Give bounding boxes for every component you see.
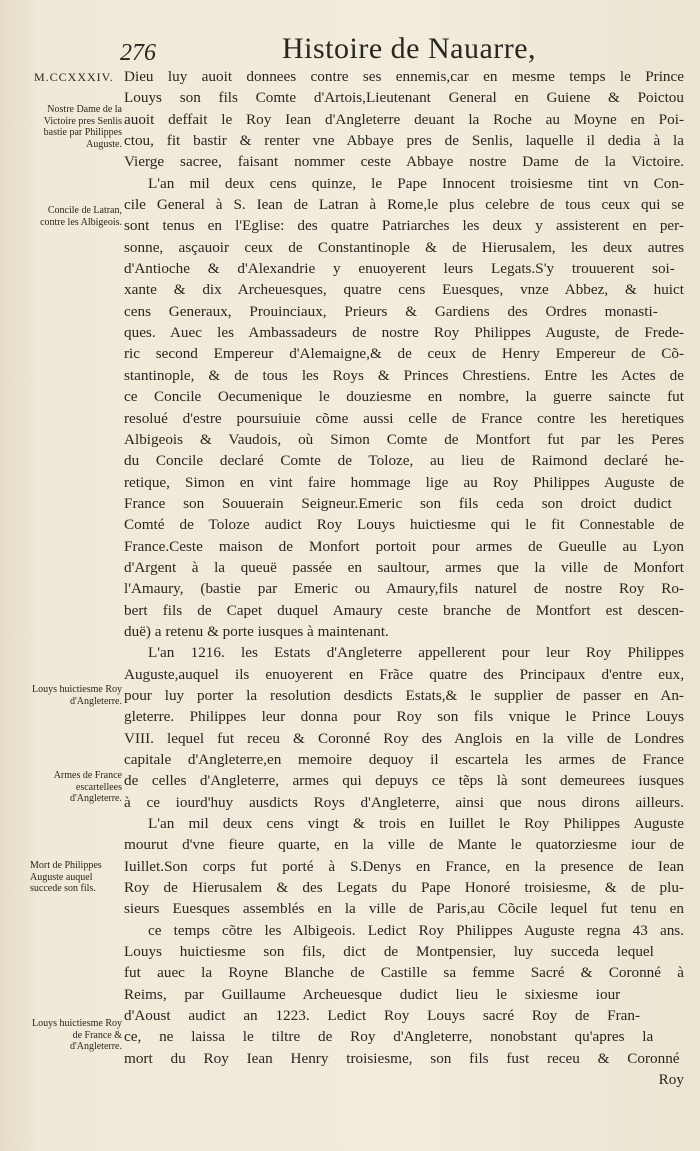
page-number: 276 xyxy=(120,40,156,66)
margin-note: Concile de Latran, contre les Albigeois. xyxy=(40,205,122,228)
text-line: l'Amaury, (bastie par Emeric ou Amaury,fils naturel de nostre Roy Ro- xyxy=(124,580,684,598)
text-line: resolué d'estre poursuiuie cõme aussi celle de France contre les heretiques xyxy=(124,409,684,427)
text-line: L'an mil deux cens quinze, le Pape Innocent troisiesme tint vn Con- xyxy=(148,174,684,192)
text-line: Louys son fils Comte d'Artois,Lieutenant General en Guiene & Poictou xyxy=(124,89,684,107)
text-line: ric second Empereur d'Alemaigne,& de ceux de Henry Empereur de Cõ- xyxy=(124,345,684,363)
page-header xyxy=(0,22,700,66)
text-line: Roy de Hierusalem & des Legats du Pape Honoré troisiesme, & de plu- xyxy=(124,879,684,897)
margin-note: Nostre Dame de la Victoire pres Senlis bastie par Philippes Auguste. xyxy=(43,104,122,150)
text-line: xante & dix Archeuesques, quatre cens Euesques, vnze Abbez, & huict xyxy=(124,281,684,299)
text-line: France.Ceste maison de Monfort portoit pour armes de Gueulle au Lyon xyxy=(124,537,684,555)
text-line: Dieu luy auoit donnees contre ses ennemis,car en mesme temps le Prince xyxy=(124,68,684,85)
text-line: d'Antioche & d'Alexandrie y enuoyerent leurs Legats.S'y trouuerent soi- xyxy=(124,260,675,278)
text-line: Louys huictiesme son fils, dict de Montpensier, luy succeda lequel xyxy=(124,943,654,961)
year-marker: M.CCXXXIV. xyxy=(34,70,114,84)
text-line: pour luy porter la resolution desdicts Estats,& le supplier de passer en An- xyxy=(124,686,684,704)
text-line: du Concile declaré Comte de Toloze, au lieu de Raimond declaré he- xyxy=(124,452,684,470)
text-line: sonne, asçauoir ceux de Constantinople & de Hierusalem, les deux autres xyxy=(124,238,684,256)
text-line: Auguste,auquel ils enuoyerent en Frãce quatre des Principaux d'entre eux, xyxy=(124,665,684,683)
body-text xyxy=(124,66,684,1091)
margin-note: Armes de France escartellees d'Angleterre. xyxy=(53,770,122,804)
text-line: sont tenus en l'Eglise: des quatre Patriarches les deux y assisterent en per- xyxy=(124,217,684,235)
text-line: retique, Simon en vint faire hommage lige au Roy Philippes Auguste de xyxy=(124,473,684,491)
text-line: L'an mil deux cens vingt & trois en Iuillet le Roy Philippes Auguste xyxy=(148,815,684,833)
text-line: gleterre. Philippes leur donna pour Roy son fils vnique le Prince Louys xyxy=(124,708,684,726)
margin-note: Mort de Philippes Auguste auquel succede son fils. xyxy=(30,860,102,894)
text-line: L'an 1216. les Estats d'Angleterre appellerent pour leur Roy Philippes xyxy=(148,644,684,662)
text-line: mort du Roy Iean Henry troisiesme, son fils fust receu & Coronné xyxy=(124,1049,680,1067)
text-line: Roy xyxy=(658,1071,684,1089)
text-line: ce temps cõtre les Albigeois. Ledict Roy Philippes Auguste regna 43 ans. xyxy=(148,921,684,939)
text-line: capitale d'Angleterre,en memoire dequoy il escartela les armes de France xyxy=(124,751,684,768)
text-line: fut auec la Royne Blanche de Castille sa femme Sacré & Coronné à xyxy=(124,964,684,982)
text-line: d'Aoust audict an 1223. Ledict Roy Louys sacré Roy de Fran- xyxy=(124,1007,641,1025)
text-line: ce, ne laissa le tiltre de Roy d'Angleterre, nonobstant qu'apres la xyxy=(124,1028,654,1046)
text-line: ques. Auec les Ambassadeurs de nostre Roy Philippes Auguste, de Frede- xyxy=(124,324,684,342)
text-line: sieurs Euesques assemblés en la ville de Paris,au Cõcile lequel fut tenu en xyxy=(124,900,684,918)
text-line: Albigeois & Vaudois, où Simon Comte de Montfort fut par les Peres xyxy=(124,430,684,448)
text-line: ce Concile Oecumenique le douziesme en nombre, la guerre saincte fut xyxy=(124,388,684,406)
text-line: France son Souuerain Seigneur.Emeric son fils ceda son droict dudict xyxy=(124,494,672,512)
text-line: auoit deffait le Roy Iean d'Angleterre deuant la Roche au Moyne en Poi- xyxy=(124,110,684,128)
text-line: Comté de Toloze audict Roy Louys huictiesme qui le fit Connestable de xyxy=(124,516,684,534)
text-line: Reims, par Guillaume Archeuesque dudict lieu le sixiesme iour xyxy=(124,985,621,1003)
text-line: VIII. lequel fut receu & Coronné Roy des Anglois en la ville de Londres xyxy=(124,729,684,747)
text-line: duë) a retenu & porte iusques à maintenant. xyxy=(124,622,389,640)
text-line: Iuillet.Son corps fut porté à S.Denys en France, en la presence de Iean xyxy=(124,857,684,875)
margin-note: Louys huictiesme Roy d'Angleterre. xyxy=(32,684,122,707)
text-line: ctou, fit bastir & renter vne Abbaye pres de Senlis, laquelle il dedia à la xyxy=(124,132,684,150)
text-line: bert fils de Capet duquel Amaury ceste branche de Montfort est descen- xyxy=(124,601,684,619)
text-line: cile General à S. Iean de Latran à Rome,le plus celebre de tous ceux qui se xyxy=(124,196,684,214)
margin-note: Louys huictiesme Roy de France & d'Angleterre. xyxy=(32,1018,122,1052)
text-line: de celles d'Angleterre, armes qui depuys ce tẽps là sont demeurees iusques xyxy=(124,772,684,790)
text-line: stantinople, & de tous les Roys & Princes Chrestiens. Entre les Actes de xyxy=(124,366,684,384)
text-line: Vierge sacree, faisant nommer ceste Abbaye nostre Dame de la Victoire. xyxy=(124,153,684,171)
text-line: cens Generaux, Prouinciaux, Prieurs & Gardiens des Ordres monasti- xyxy=(124,302,658,320)
text-line: d'Argent à la queuë passée en saultour, armes que la ville de Monfort xyxy=(124,558,684,576)
running-title: Histoire de Nauarre, xyxy=(282,32,537,65)
text-line: mourut d'vne fieure quarte, en la ville de Mante le quatorziesme iour de xyxy=(124,836,684,854)
text-line: à ce iourd'huy ausdicts Roys d'Angleterre, ainsi que nous dirons ailleurs. xyxy=(124,793,684,811)
